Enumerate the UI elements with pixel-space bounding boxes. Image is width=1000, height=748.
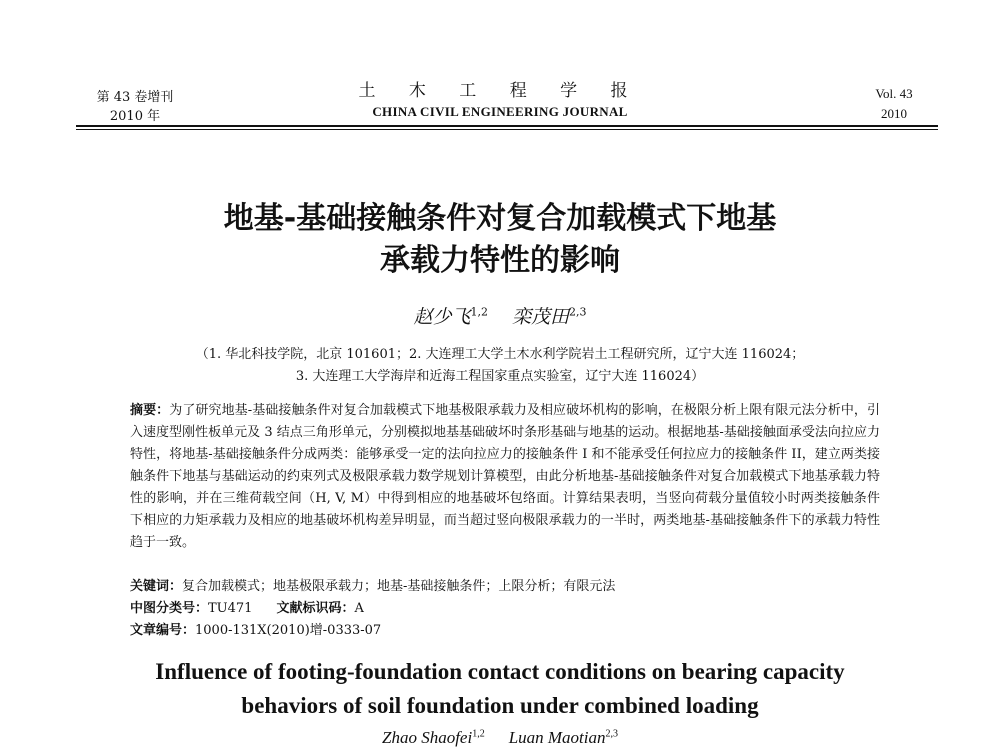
keywords-label: 关键词： <box>130 579 183 594</box>
author1-cn-affil: 1,2 <box>470 305 488 319</box>
author2-cn-affil: 2,3 <box>569 305 587 319</box>
article-number-label: 文章编号： <box>130 623 196 638</box>
volume-label: 第 43 卷增刊 <box>96 90 174 105</box>
header-rule-thin <box>76 129 938 130</box>
affiliation-line1: （1. 华北科技学院，北京 101601；2. 大连理工大学土木水利学院岩土工程研究所，辽宁大连 116024； <box>195 347 805 362</box>
title-en-line1: Influence of footing-foundation contact conditions on bearing capacity <box>155 659 845 684</box>
doc-code-label: 文献标识码： <box>276 601 355 616</box>
journal-name-cn: 土 木 工 程 学 报 <box>358 81 642 101</box>
abstract-label: 摘要： <box>130 403 170 418</box>
vol-number: Vol. 43 <box>875 86 913 101</box>
authors-en <box>300 728 700 748</box>
journal-name-en: CHINA CIVIL ENGINEERING JOURNAL <box>372 104 628 119</box>
title-en-line2: behaviors of soil foundation under combined loading <box>241 693 759 718</box>
author1-en-affil: 1,2 <box>472 728 485 740</box>
abstract-text: 为了研究地基-基础接触条件对复合加载模式下地基极限承载力及相应破坏机构的影响，在极限分析上限有限元法分析中，引入速度型刚性板单元及 3 结点三角形单元，分别模拟地基基础破坏时条形基础与地基的运动。根据地基-基础接触面承受法向拉应力特性，将地基-基础接触条件分成两类：能够承受一定的法向拉应力的接触条件 I 和不能承受任何拉应力的接触条件 II，建立两类接触条件下地基与基础运动的约束列式及极限承载力数学规划计算模型，由此分析地基-基础接触条件对复合加载模式下地基承载力特性的影响，并在三维荷载空间（H, V, M）中得到相应的地基破坏包络面。计算结果表明，当竖向荷载分量值较小时两类接触条件下相应的力矩承载力及相应的地基破坏机构差异明显，而当超过竖向极限承载力的一半时，两类地基-基础接触条件下的承载力特性趋于一致。 <box>130 403 880 550</box>
clc-label: 中图分类号： <box>130 601 209 616</box>
affiliation-line2: 3. 大连理工大学海岸和近海工程国家重点实验室，辽宁大连 116024） <box>295 369 705 384</box>
header-rule-thick <box>76 125 938 127</box>
author1-en: Zhao Shaofei <box>381 728 473 747</box>
clc-value: TU471 <box>208 601 253 616</box>
affiliations <box>100 344 900 388</box>
article-number <box>130 620 880 642</box>
keywords <box>130 576 880 598</box>
title-cn-line2: 承载力特性的影响 <box>380 243 620 278</box>
doc-code-value: A <box>354 601 364 616</box>
author2-cn: 栾茂田 <box>512 306 570 328</box>
keywords-text: 复合加载模式；地基极限承载力；地基-基础接触条件；上限分析；有限元法 <box>182 579 616 594</box>
paper-title-en <box>80 655 920 723</box>
journal-volume-info <box>80 88 190 126</box>
year-label: 2010 年 <box>109 109 161 124</box>
abstract-cn <box>130 400 880 554</box>
classification <box>130 598 880 620</box>
author2-en-affil: 2,3 <box>605 728 618 740</box>
paper-title-cn <box>80 198 920 282</box>
author2-en: Luan Maotian <box>508 728 606 747</box>
journal-name <box>300 80 700 122</box>
author1-cn: 赵少飞 <box>413 306 471 328</box>
title-cn-line1: 地基-基础接触条件对复合加载模式下地基 <box>223 201 777 236</box>
authors-cn <box>300 302 700 329</box>
article-number-value: 1000-131X(2010)增-0333-07 <box>195 623 382 638</box>
vol-year: 2010 <box>881 106 907 121</box>
journal-vol-en <box>850 84 938 124</box>
